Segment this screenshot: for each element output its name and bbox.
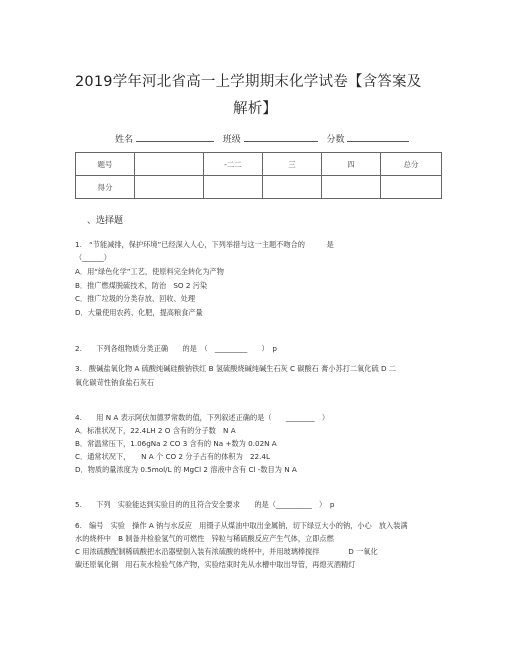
question-1-option-d: D．大量使用农药、化肥，提高粮食产量 (75, 308, 203, 317)
name-blank[interactable] (136, 131, 214, 142)
question-4-stem: 4. 用 N A 表示阿伏加德罗常数的值，下列叙述正确的是（ ________ ） (75, 413, 330, 422)
header-cell (135, 153, 204, 176)
class-blank[interactable] (244, 131, 318, 142)
header-cell: -二二 (204, 153, 263, 176)
question-1-option-b: B．推广燃煤脱硫技术，防治 SO 2 污染 (75, 281, 208, 290)
question-1-stem: 1. “节能减排，保护环境”已经深入人心，下列举措与这一主题不吻合的 是 (75, 240, 334, 249)
question-1-option-a: A．用“绿色化学”工艺，使原料完全转化为产物 (75, 267, 224, 276)
score-table-score-row (76, 176, 442, 199)
score-table-header-row (76, 153, 442, 176)
question-4-option-a: A．标准状况下，22.4LH 2 O 含有的分子数 N A (75, 426, 236, 435)
question-1-stem-cont: （______） (75, 253, 111, 262)
header-cell: 题号 (76, 153, 135, 176)
score-label: 分数 (326, 135, 345, 145)
student-info-line (115, 131, 409, 145)
header-cell: 总分 (381, 153, 442, 176)
score-cell[interactable] (263, 176, 322, 199)
question-6-text-cont: C 用浓硫酸配制稀硫酸把水沿器壁倒入装有浓硫酸的烧杯中，并用玻璃棒搅拌 D 一氧化 (75, 547, 378, 556)
page-title: 2019学年河北省高一上学期期末化学试卷【含答案及 (75, 74, 422, 90)
question-6-text-cont: 水的烧杯中 B 制备并检验氢气的可燃性 锌粒与稀硫酸反应产生气体，立即点燃 (75, 534, 334, 543)
name-label: 姓名 (115, 135, 134, 145)
header-cell: 三 (263, 153, 322, 176)
question-4-option-c: C．通常状况下， N A 个 CO 2 分子占有的体积为 22.4L (75, 452, 270, 461)
question-3-text-cont: 氧化碳苛性钠食盐石灰石 (75, 378, 155, 387)
score-cell[interactable] (135, 176, 204, 199)
question-6-text: 6. 编号 实验 操作 A 钠与水反应 用镊子从煤油中取出金属钠，切下绿豆大小的钠，小心 放入装满 (75, 521, 408, 530)
section-heading: 、选择题 (87, 216, 124, 226)
question-4-option-b: B．常温常压下，1.06gNa 2 CO 3 含有的 Na +数为 0.02N A (75, 439, 277, 448)
score-cell[interactable] (204, 176, 263, 199)
question-6-text-cont: 碳还原氧化铜 用石灰水检验气体产物，实验结束时先从水槽中取出导管，再熄灭酒精灯 (75, 560, 356, 569)
question-3-text: 3. 酸碱盐氧化物 A 硫酸纯碱硅酸钠铁红 B 氢硫酸烧碱纯碱生石灰 C 碳酸石 膏小苏打二氧化硫 D 二 (75, 364, 396, 373)
score-blank[interactable] (347, 131, 409, 142)
page-title-continued: 解析】 (233, 101, 278, 117)
score-row-label: 得分 (76, 176, 135, 199)
score-table (75, 152, 442, 199)
question-4-option-d: D．物质的量浓度为 0.5mol/L 的 MgCl 2 溶液中含有 Cl -数目为 N A (75, 465, 297, 474)
score-cell[interactable] (381, 176, 442, 199)
question-2-stem: 2. 下列各组物质分类正确 的是 （ _________ ） p (75, 344, 277, 353)
question-1-option-c: C．推广垃圾的分类存放、回收、处理 (75, 294, 196, 303)
header-cell: 四 (322, 153, 381, 176)
score-cell[interactable] (322, 176, 381, 199)
class-label: 班级 (222, 135, 241, 145)
question-5-stem: 5. 下列 实验能达到实验目的的且符合安全要求 的是（__________ ） p (75, 500, 335, 509)
